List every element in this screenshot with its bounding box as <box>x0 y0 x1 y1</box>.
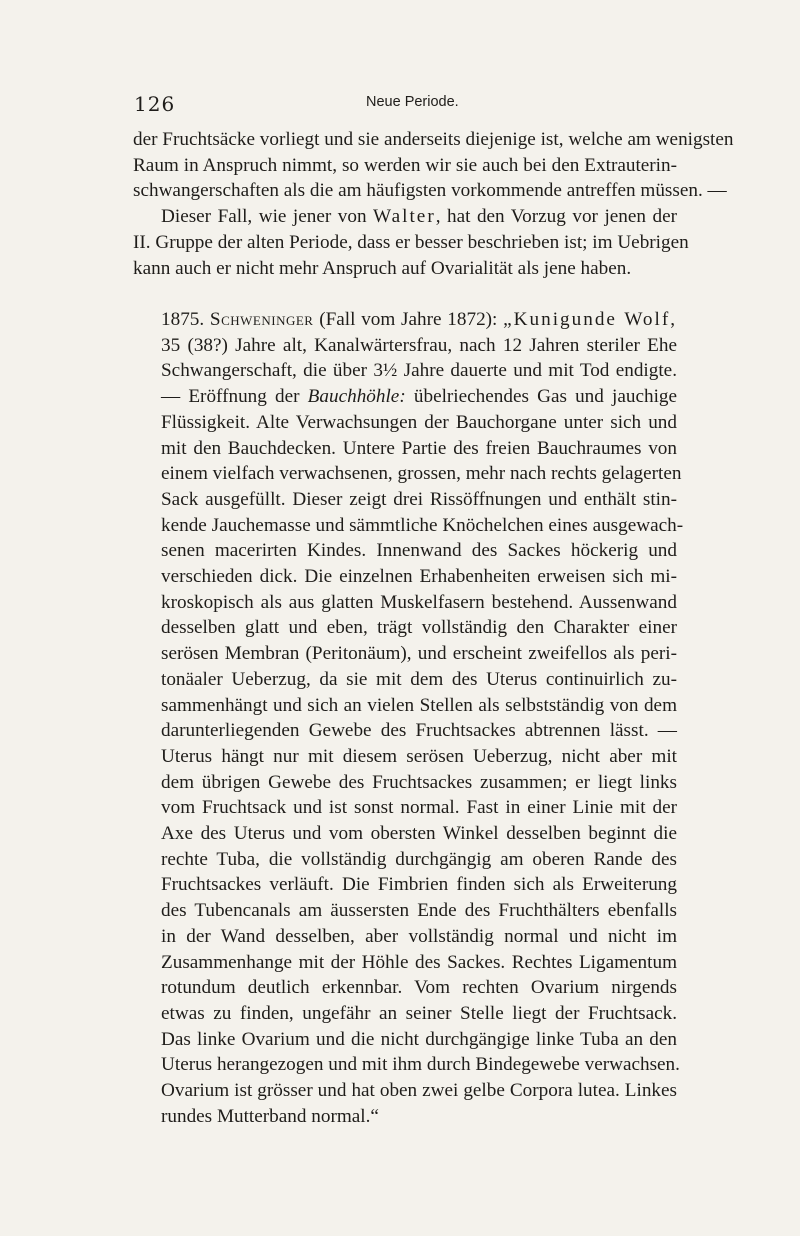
text-line: darunterliegenden Gewebe des Fruchtsackes abtrennen lässt. — <box>161 720 677 742</box>
text-line: kende Jauchemasse und sämmtliche Knöchelchen eines ausgewach- <box>161 514 684 536</box>
text-line: II. Gruppe der alten Periode, dass er besser beschrieben ist; im Uebrigen <box>133 231 689 253</box>
text-line: Ovarium ist grösser und hat oben zwei gelbe Corpora lutea. Linkes <box>161 1080 677 1102</box>
patient-name: „Kunigunde Wolf, <box>503 309 678 330</box>
text-line: Fruchtsackes verläuft. Die Fimbrien finden sich als Erweiterung <box>161 874 677 896</box>
text-line: Uterus herangezogen und mit ihm durch Bindegewebe verwachsen. <box>161 1054 680 1076</box>
page-number: 126 <box>134 92 176 116</box>
text-line: — Eröffnung der Bauchhöhle: übelriechendes Gas und jauchige <box>161 386 678 408</box>
text-line: Das linke Ovarium und die nicht durchgängige linke Tuba an den <box>161 1028 677 1050</box>
italic-term: Bauchhöhle: <box>307 386 406 408</box>
case-heading-line <box>133 307 677 333</box>
text-line: sammenhängt und sich an vielen Stellen als selbstständig von dem <box>161 694 677 716</box>
text-line: Dieser Fall, wie jener von Walter, hat den Vorzug vor jenen der <box>161 206 677 228</box>
text-line: rundes Mutterband normal.“ <box>161 1105 379 1127</box>
case-reference: (Fall vom Jahre 1872): <box>319 309 498 330</box>
text-line: 35 (38?) Jahre alt, Kanalwärtersfrau, nach 12 Jahren steriler Ehe <box>161 334 677 356</box>
page-header <box>134 92 674 118</box>
text-line: mit den Bauchdecken. Untere Partie des freien Bauchraumes von <box>161 437 677 459</box>
text-line: schwangerschaften als die am häufigsten vorkommende antreffen müssen. — <box>133 180 727 202</box>
text-line: einem vielfach verwachsenen, grossen, mehr nach rechts gelagerten <box>161 463 682 485</box>
text-line: kann auch er nicht mehr Anspruch auf Ovarialität als jene haben. <box>133 257 632 279</box>
text-line: Flüssigkeit. Alte Verwachsungen der Bauchorgane unter sich und <box>161 411 677 433</box>
text-line: Uterus hängt nur mit diesem serösen Ueberzug, nicht aber mit <box>161 745 677 767</box>
text-line: verschieden dick. Die einzelnen Erhabenheiten erweisen sich mi- <box>161 566 677 588</box>
text-line: in der Wand desselben, aber vollständig normal und nicht im <box>161 925 677 947</box>
case-number: 1875. <box>161 309 205 330</box>
text-line: der Fruchtsäcke vorliegt und sie anderseits diejenige ist, welche am wenigsten <box>133 129 734 150</box>
text-line: senen macerirten Kindes. Innenwand des Sackes höckerig und <box>161 540 677 562</box>
text-line: Schwangerschaft, die über 3½ Jahre dauerte und mit Tod endigte. <box>161 360 677 382</box>
text-line: dem übrigen Gewebe des Fruchtsackes zusammen; er liegt links <box>161 771 677 793</box>
paragraph-case-1875 <box>133 307 684 1130</box>
text-line: kroskopisch als aus glatten Muskelfasern bestehend. Aussenwand <box>161 591 677 613</box>
running-head: Neue Periode. <box>366 94 459 110</box>
text-line: tonäaler Ueberzug, da sie mit dem des Uterus continuirlich zu- <box>161 668 677 690</box>
text-line: Sack ausgefüllt. Dieser zeigt drei Rissöffnungen und enthält stin- <box>161 488 677 510</box>
text-line: desselben glatt und eben, trägt vollständig den Charakter einer <box>161 617 677 639</box>
text-line: Axe des Uterus und vom obersten Winkel desselben beginnt die <box>161 823 677 845</box>
case-author: Schweninger <box>209 309 314 330</box>
text-line: rotundum deutlich erkennbar. Vom rechten Ovarium nirgends <box>161 977 677 999</box>
text-line: des Tubencanals am äussersten Ende des Fruchthälters ebenfalls <box>161 900 677 922</box>
author-name-walter: Walter <box>373 206 436 228</box>
text-line: serösen Membran (Peritonäum), und erscheint zweifellos als peri- <box>161 643 677 665</box>
paragraph-intro <box>133 127 734 281</box>
text-line: vom Fruchtsack und ist sonst normal. Fast in einer Linie mit der <box>161 797 677 819</box>
text-line: etwas zu finden, ungefähr an seiner Stelle liegt der Fruchtsack. <box>161 1002 677 1024</box>
text-line: Raum in Anspruch nimmt, so werden wir sie auch bei den Extrauterin- <box>133 154 677 176</box>
text-line: rechte Tuba, die vollständig durchgängig am oberen Rande des <box>161 848 677 870</box>
text-line: Zusammenhange mit der Höhle des Sackes. Rechtes Ligamentum <box>161 951 677 973</box>
